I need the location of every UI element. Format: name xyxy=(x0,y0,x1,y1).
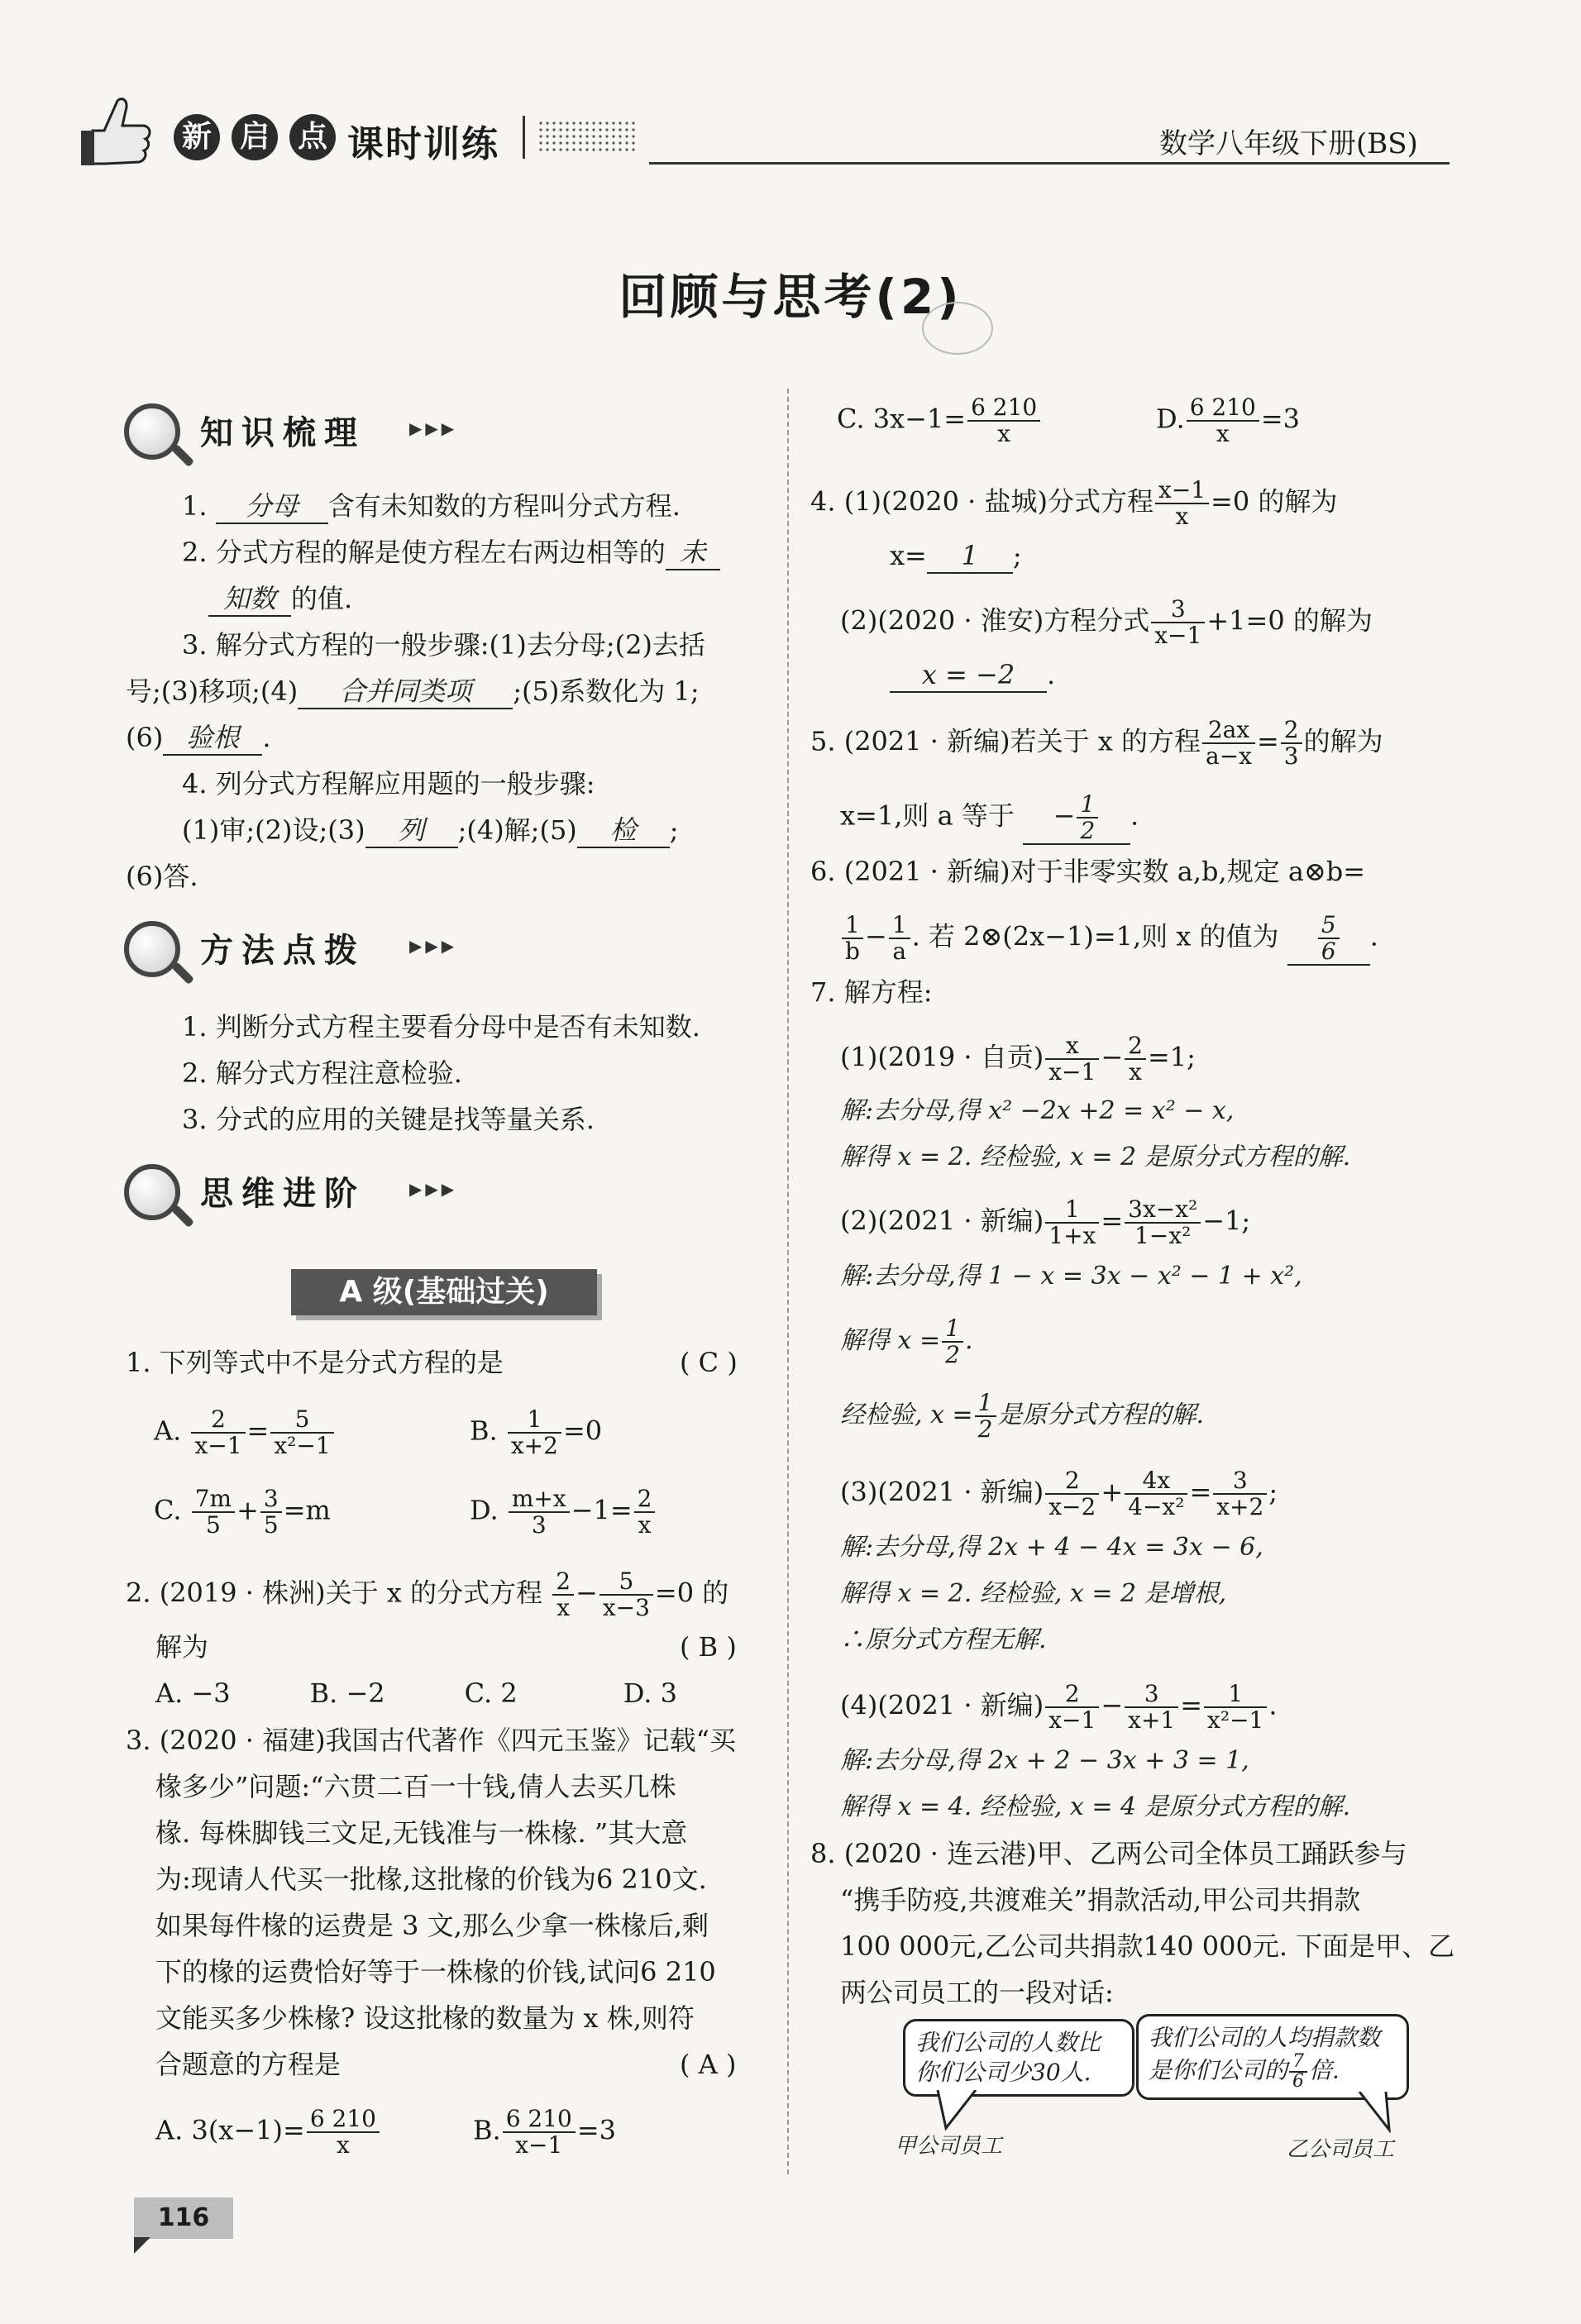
magnifier-icon xyxy=(124,403,180,460)
page-number: 116 xyxy=(134,2198,233,2239)
fraction: $\frac{3}{x-1}$ xyxy=(1151,597,1205,648)
brand-name: 课时训练 xyxy=(347,123,499,165)
q6-line-1: 6. (2021 · 新编)对于非零实数 a,b,规定 a⊗b= xyxy=(810,856,1366,887)
answer-blank: 验根 xyxy=(163,721,262,756)
fraction: $\frac{\text{3x−x²}}{\text{1−x²}}$ xyxy=(1125,1197,1201,1248)
answer-blank: 检 xyxy=(577,814,670,848)
q7-part2: (2)(2021 · 新编) $\frac{1}{1+x}$ = $\frac{\text{3x−x²}}{\text{1−x²}}$ −1; xyxy=(840,1195,1251,1249)
fraction: $\frac{3}{x+1}$ xyxy=(1125,1682,1178,1733)
q7-part3-step3: ∴原分式方程无解. xyxy=(840,1625,1047,1654)
fraction: $\frac{1}{2}$ xyxy=(1077,792,1098,843)
page-title: 回顾与思考(2) xyxy=(619,269,962,325)
fraction: $\frac{1}{b}$ xyxy=(842,913,863,964)
q8-line-3: 100 000元,乙公司共捐款140 000元. 下面是甲、乙 xyxy=(840,1930,1455,1962)
thumbs-up-logo-icon xyxy=(76,89,155,172)
header-subject: 数学八年级下册(BS) xyxy=(1159,127,1418,160)
fraction: $\frac{2}{x}$ xyxy=(552,1569,574,1620)
magnifier-icon xyxy=(124,921,180,977)
brand-char-1: 新 xyxy=(174,114,220,160)
fraction: $\frac{6 210}{x}$ xyxy=(1187,395,1259,446)
q7-part2-step3: 经检验, x = $\frac{1}{2}$ 是原分式方程的解. xyxy=(840,1389,1205,1443)
q7-part4: (4)(2021 · 新编) $\frac{2}{x-1}$ − $\frac{3}{x+1}$ = $\frac{1}{\text{x²−1}}$ . xyxy=(840,1680,1278,1734)
q4-line-1: 4. (1)(2020 · 盐城)分式方程 $\frac{x-1}{x}$ =0 的解为 xyxy=(810,476,1338,530)
page-corner-icon xyxy=(134,2237,150,2254)
q3-line-7: 文能买多少株椽? 设这批椽的数量为 x 株,则符 xyxy=(155,2002,695,2034)
q7-part4-step1: 解:去分母,得 2x + 2 − 3x + 3 = 1, xyxy=(840,1746,1249,1775)
method-line-1: 1. 判断分式方程主要看分母中是否有未知数. xyxy=(182,1011,700,1043)
knowledge-line-4b: (1)审;(2)设;(3) 列 ;(4)解;(5) 检 ; xyxy=(182,814,679,848)
q1-answer: ( C ) xyxy=(680,1347,738,1378)
q3-option-d: D. $\frac{6 210}{x}$ =3 xyxy=(1156,394,1301,447)
q3-last: 合题意的方程是 xyxy=(155,2049,342,2080)
fraction: $\frac{1}{a}$ xyxy=(889,913,910,964)
fraction: $\frac{1}{2}$ xyxy=(942,1316,963,1367)
knowledge-line-2: 2. 分式方程的解是使方程左右两边相等的 未 xyxy=(182,536,720,570)
answer-blank: 合并同类项 xyxy=(298,675,513,709)
header-divider xyxy=(523,116,525,159)
fraction: $\frac{2}{x-2}$ xyxy=(1045,1468,1099,1520)
q2-answer: ( B ) xyxy=(680,1631,737,1663)
q3-option-c: C. 3x−1= $\frac{6 210}{x}$ xyxy=(837,395,1042,446)
q7-part3-step2: 解得 x = 2. 经检验, x = 2 是增根, xyxy=(840,1579,1227,1608)
speaker-a: 甲公司员工 xyxy=(895,2134,1003,2159)
fraction: $\frac{2}{x}$ xyxy=(1125,1033,1146,1085)
q1-stem: 1. 下列等式中不是分式方程的是 xyxy=(126,1347,504,1378)
answer-blank: 分母 xyxy=(216,489,328,524)
q8-line-2: “携手防疫,共渡难关”捐款活动,甲公司共捐款 xyxy=(840,1884,1361,1916)
header-dot-pattern xyxy=(537,120,637,153)
q3-answer: ( A ) xyxy=(680,2049,737,2080)
answer-blank: x = −2 xyxy=(890,658,1047,693)
q3-line-5: 如果每件椽的运费是 3 文,那么少拿一株椽后,剩 xyxy=(155,1910,709,1941)
fraction: $\frac{6 210}{x-1}$ xyxy=(503,2107,576,2158)
fraction: $\frac{2}{x-1}$ xyxy=(1045,1682,1099,1733)
knowledge-line-3b: 号;(3)移项;(4) 合并同类项 ;(5)系数化为 1; xyxy=(126,675,700,709)
q7-part4-step2: 解得 x = 4. 经检验, x = 4 是原分式方程的解. xyxy=(840,1792,1351,1821)
q1-option-b: B. $\frac{1}{x+2}$ =0 xyxy=(470,1405,603,1459)
q8-line-4: 两公司员工的一段对话: xyxy=(840,1977,1114,2008)
fraction: $\frac{2}{3}$ xyxy=(1281,718,1302,769)
knowledge-line-4a: 4. 列分式方程解应用题的一般步骤: xyxy=(182,768,595,799)
q4-line-2: x= 1 ; xyxy=(890,539,1022,574)
fraction: $\frac{1}{\text{x²−1}}$ xyxy=(1204,1682,1267,1733)
speaker-b: 乙公司员工 xyxy=(1287,2137,1395,2162)
magnifier-icon xyxy=(124,1164,180,1220)
q3-line-1: 3. (2020 · 福建)我国古代著作《四元玉鉴》记载“买 xyxy=(126,1725,736,1756)
fraction: $\frac{3}{x+2}$ xyxy=(1213,1468,1267,1520)
section-method-title: 方法点拨 xyxy=(200,932,365,970)
answer-blank: 未 xyxy=(666,536,720,570)
column-divider xyxy=(787,389,789,2174)
fraction: $\frac{3}{5}$ xyxy=(260,1487,282,1538)
answer-blank: 列 xyxy=(365,814,458,848)
q3-option-a: A. 3(x−1)= $\frac{6 210}{x}$ xyxy=(155,2107,381,2158)
fraction: $\frac{1}{1+x}$ xyxy=(1045,1197,1099,1248)
q7-title: 7. 解方程: xyxy=(810,976,933,1008)
q3-line-6: 下的椽的运费恰好等于一株椽的价钱,试问6 210 xyxy=(155,1956,716,1988)
answer-blank: − $\frac{1}{2}$ xyxy=(1023,792,1130,845)
q4-line-3: (2)(2020 · 淮安)方程分式 $\frac{3}{x-1}$ +1=0 的解为 xyxy=(840,595,1373,649)
fraction: $\frac{m+x}{3}$ xyxy=(509,1487,570,1538)
method-line-3: 3. 分式的应用的关键是找等量关系. xyxy=(182,1104,595,1135)
knowledge-line-2b: 知数 的值. xyxy=(208,582,352,617)
header-rule xyxy=(649,162,1450,165)
fraction: $\frac{x-1}{x}$ xyxy=(1155,478,1209,529)
fraction: $\frac{5}{x-3}$ xyxy=(599,1569,653,1620)
section-knowledge-title: 知识梳理 xyxy=(200,414,365,452)
fraction: $\frac{6 210}{x}$ xyxy=(307,2107,380,2158)
q7-part3: (3)(2021 · 新编) $\frac{2}{x-2}$ + $\frac{4x}{\text{4−x²}}$ = $\frac{3}{x+2}$ ; xyxy=(840,1467,1278,1520)
q4-line-4: x = −2 . xyxy=(890,658,1055,693)
brand-char-3: 点 xyxy=(289,114,336,160)
q2-options: A. −3 B. −2 C. 2 D. 3 xyxy=(155,1677,677,1709)
speech-bubble-a: 我们公司的人数比 你们公司少30人. xyxy=(903,2019,1134,2097)
q7-part2-step1: 解:去分母,得 1 − x = 3x − x² − 1 + x², xyxy=(840,1262,1302,1291)
answer-blank: 知数 xyxy=(208,582,291,617)
fraction: $\frac{1}{2}$ xyxy=(975,1391,996,1442)
fraction: $\frac{2ax}{a-x}$ xyxy=(1202,718,1255,769)
fraction: $\frac{6 210}{x}$ xyxy=(967,395,1040,446)
q1-option-d: D. $\frac{m+x}{3}$ −1= $\frac{2}{x}$ xyxy=(470,1487,657,1538)
q3-option-b: B. $\frac{6 210}{x-1}$ =3 xyxy=(473,2105,617,2159)
fraction: $\frac{4x}{\text{4−x²}}$ xyxy=(1125,1468,1187,1520)
q3-line-4: 为:现请人代买一批椽,这批椽的价钱为6 210文. xyxy=(155,1863,707,1895)
q3-line-2: 椽多少”问题:“六贯二百一十钱,倩人去买几株 xyxy=(155,1771,676,1802)
q7-part3-step1: 解:去分母,得 2x + 4 − 4x = 3x − 6, xyxy=(840,1533,1263,1562)
q7-part2-step2: 解得 x = $\frac{1}{2}$ . xyxy=(840,1315,973,1368)
q1-option-c: C. $\frac{7m}{5}$ + $\frac{3}{5}$ =m xyxy=(154,1485,331,1539)
answer-blank: 1 xyxy=(927,539,1013,574)
knowledge-line-3a: 3. 解分式方程的一般步骤:(1)去分母;(2)去括 xyxy=(182,629,705,661)
q7-part1: (1)(2019 · 自贡) $\frac{x}{x-1}$ − $\frac{2}{x}$ =1; xyxy=(840,1032,1196,1086)
bubble-tail-b xyxy=(1356,2092,1397,2133)
q8-line-1: 8. (2020 · 连云港)甲、乙两公司全体员工踊跃参与 xyxy=(810,1838,1407,1869)
q2-stem-c: 解为 xyxy=(155,1631,209,1663)
level-badge: A 级(基础过关) xyxy=(291,1269,597,1315)
method-line-2: 2. 解分式方程注意检验. xyxy=(182,1057,462,1089)
knowledge-line-3c: (6) 验根 . xyxy=(126,721,271,756)
fraction: $\frac{5}{6}$ xyxy=(1318,913,1340,964)
bubble-tail-a xyxy=(934,2090,984,2131)
knowledge-line-4c: (6)答. xyxy=(126,861,198,892)
q5-line-1: 5. (2021 · 新编)若关于 x 的方程 $\frac{2ax}{a-x}$ = $\frac{2}{3}$ 的解为 xyxy=(810,716,1383,770)
fraction: $\frac{5}{\text{x²−1}}$ xyxy=(270,1407,333,1458)
fraction: $\frac{7}{6}$ xyxy=(1289,2053,1307,2091)
q3-line-3: 椽. 每株脚钱三文足,无钱准与一株椽. ”其大意 xyxy=(155,1817,688,1849)
knowledge-line-1: 1. 分母 含有未知数的方程叫分式方程. xyxy=(182,489,681,524)
brand-char-2: 启 xyxy=(232,114,278,160)
q1-option-a: A. $\frac{2}{x-1}$ = $\frac{5}{\text{x²−1}}$ xyxy=(154,1407,336,1473)
fraction: $\frac{7m}{5}$ xyxy=(192,1487,235,1538)
q7-part1-step2: 解得 x = 2. 经检验, x = 2 是原分式方程的解. xyxy=(840,1143,1351,1172)
fraction: $\frac{2}{x-1}$ xyxy=(191,1407,245,1458)
speech-bubble-b: 我们公司的人均捐款数 是你们公司的 $\frac{7}{6}$ 倍. xyxy=(1136,2014,1409,2100)
arrows-icon: ▶▶▶ xyxy=(409,1179,458,1199)
q6-line-2: $\frac{1}{b}$ − $\frac{1}{a}$ . 若 2⊗(2x−1)=1,则 x 的值为 $\frac{5}{6}$ . xyxy=(840,913,1378,966)
q2-stem: 2. (2019 · 株洲)关于 x 的分式方程 $\frac{2}{x}$ − $\frac{5}{x-3}$ =0 的 xyxy=(126,1568,729,1621)
stamp-seal-icon xyxy=(922,302,993,355)
q5-line-2: x=1,则 a 等于 − $\frac{1}{2}$ . xyxy=(840,790,1139,844)
fraction: $\frac{x}{x-1}$ xyxy=(1045,1033,1099,1085)
section-advance-title: 思维进阶 xyxy=(200,1175,365,1213)
fraction: $\frac{1}{x+2}$ xyxy=(508,1407,561,1458)
arrows-icon: ▶▶▶ xyxy=(409,418,458,438)
fraction: $\frac{2}{x}$ xyxy=(634,1487,656,1538)
arrows-icon: ▶▶▶ xyxy=(409,936,458,956)
answer-blank xyxy=(1287,913,1370,966)
q7-part1-step1: 解:去分母,得 x² −2x +2 = x² − x, xyxy=(840,1096,1235,1125)
